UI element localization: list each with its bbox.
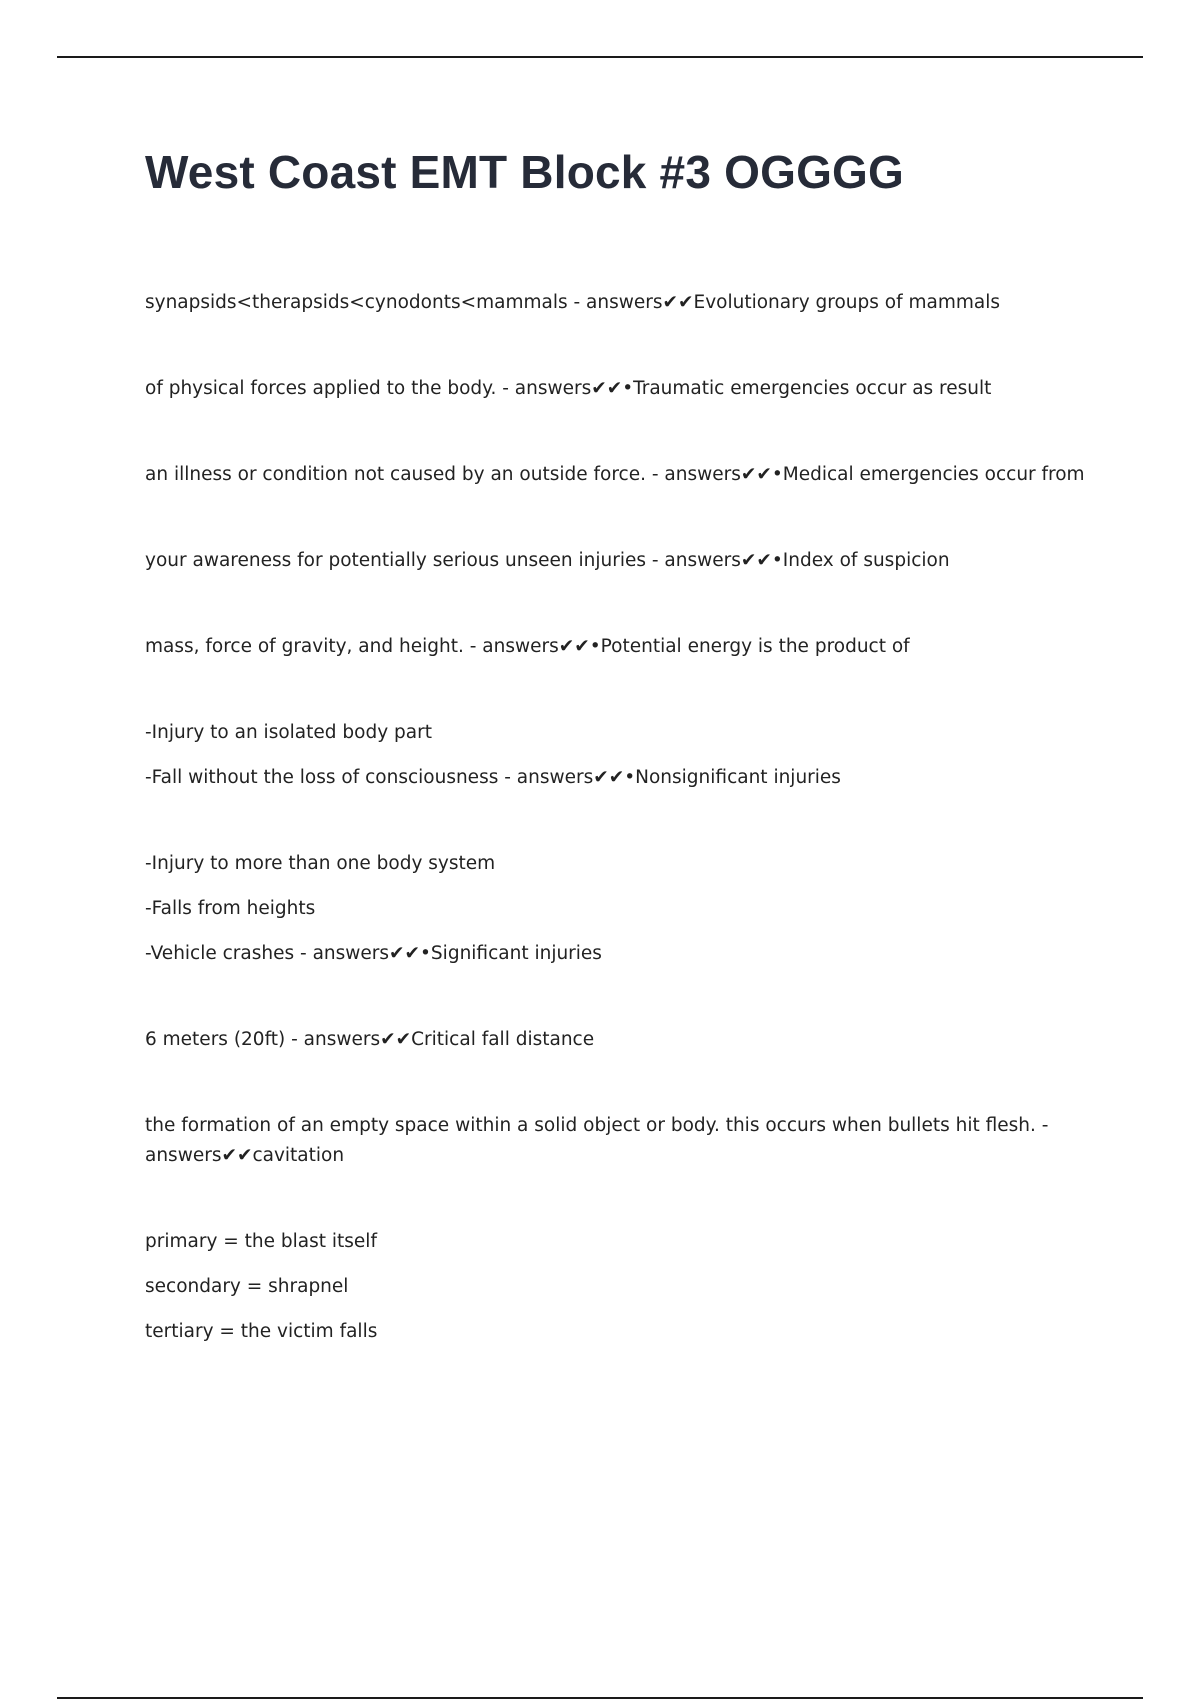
entry-line: 6 meters (20ft) - answers✔✔Critical fall distance bbox=[145, 1029, 595, 1050]
entry-line: synapsids<therapsids<cynodonts<mammals - answers✔✔Evolutionary groups of mammals bbox=[145, 292, 1001, 313]
entry-line: of physical forces applied to the body. - answers✔✔•Traumatic emergencies occur as result bbox=[145, 378, 992, 399]
entry-line: secondary = shrapnel bbox=[145, 1276, 349, 1297]
flashcard-entry-5 bbox=[145, 632, 1075, 662]
entry-line: -Fall without the loss of consciousness - answers✔✔•Nonsignificant injuries bbox=[145, 767, 841, 788]
flashcard-entry-3 bbox=[145, 460, 1085, 490]
entry-line: the formation of an empty space within a solid object or body. this occurs when bullets hit flesh. - bbox=[145, 1115, 1049, 1136]
bottom-rule bbox=[57, 1697, 1143, 1699]
entry-line: an illness or condition not caused by an outside force. - answers✔✔•Medical emergencies occur from bbox=[145, 464, 1085, 485]
entry-line: -Falls from heights bbox=[145, 898, 316, 919]
entry-line: -Injury to more than one body system bbox=[145, 853, 496, 874]
entry-line: primary = the blast itself bbox=[145, 1231, 377, 1252]
flashcard-entry-8 bbox=[145, 1025, 1075, 1055]
top-rule bbox=[57, 56, 1143, 58]
flashcard-entry-10 bbox=[145, 1227, 1075, 1347]
page-title: West Coast EMT Block #3 OGGGG bbox=[145, 146, 905, 198]
flashcard-list bbox=[145, 288, 1085, 1403]
flashcard-entry-1 bbox=[145, 288, 1075, 318]
entry-line: mass, force of gravity, and height. - answers✔✔•Potential energy is the product of bbox=[145, 636, 910, 657]
flashcard-entry-9 bbox=[145, 1111, 1075, 1171]
entry-line: -Vehicle crashes - answers✔✔•Significant injuries bbox=[145, 943, 602, 964]
flashcard-entry-2 bbox=[145, 374, 1075, 404]
flashcard-entry-6 bbox=[145, 718, 1075, 793]
flashcard-entry-7 bbox=[145, 849, 1075, 969]
flashcard-entry-4 bbox=[145, 546, 1075, 576]
entry-line: answers✔✔cavitation bbox=[145, 1145, 345, 1166]
entry-line: -Injury to an isolated body part bbox=[145, 722, 432, 743]
entry-line: tertiary = the victim falls bbox=[145, 1321, 378, 1342]
entry-line: your awareness for potentially serious unseen injuries - answers✔✔•Index of suspicion bbox=[145, 550, 950, 571]
